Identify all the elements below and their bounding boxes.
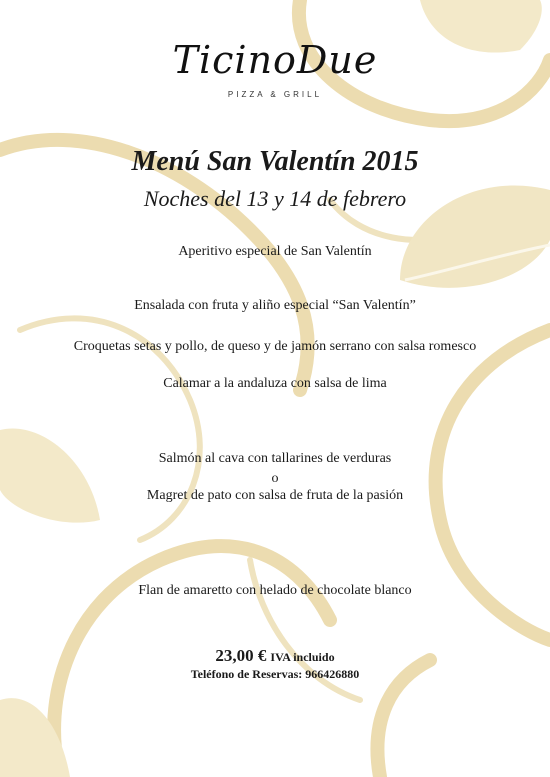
menu-item-aperitivo: Aperitivo especial de San Valentín [178, 244, 372, 259]
menu-item-salmon: Salmón al cava con tallarines de verduras [158, 451, 392, 466]
brand-tagline: PIZZA & GRILL [227, 90, 323, 99]
price-value: 23,00 € [215, 646, 267, 665]
price-note: IVA incluido [270, 650, 335, 664]
menu-item-croquetas: Croquetas setas y pollo, de queso y de jamón serrano con salsa romesco [73, 339, 477, 354]
menu-subtitle: Noches del 13 y 14 de febrero [143, 186, 407, 211]
menu-title: Menú San Valentín 2015 [131, 146, 419, 177]
menu-item-ensalada: Ensalada con fruta y aliño especial “San Valentín” [134, 298, 416, 313]
brand-logo [0, 38, 550, 99]
menu-item-flan: Flan de amaretto con helado de chocolate blanco [138, 583, 412, 598]
menu-item-magret: Magret de pato con salsa de fruta de la pasión [146, 488, 404, 503]
menu-item-calamar: Calamar a la andaluza con salsa de lima [163, 376, 387, 391]
brand-name: TicinoDue [172, 38, 378, 82]
reservation-phone: Teléfono de Reservas: 966426880 [190, 667, 360, 681]
price-line [0, 646, 550, 666]
menu-item-or-separator: o [271, 471, 279, 486]
